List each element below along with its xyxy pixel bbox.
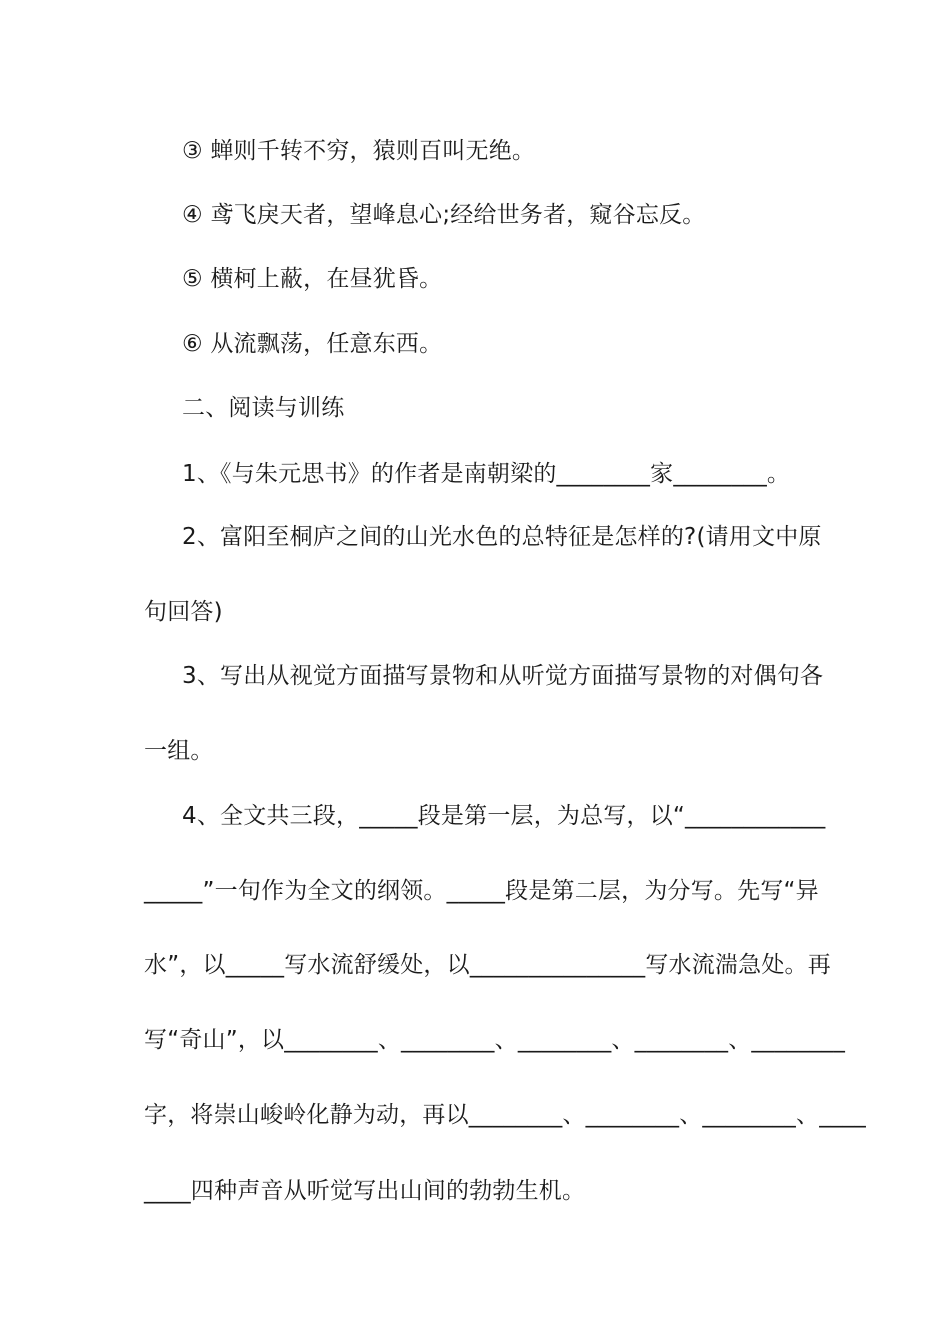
question-1: 1、《与朱元思书》的作者是南朝梁的________家________。 (182, 461, 791, 487)
quote-line-6: ⑥ 从流飘荡，任意东西。 (182, 331, 443, 357)
quote-line-3: ③ 蝉则千转不穷，猿则百叫无绝。 (182, 138, 536, 164)
question-3-line-1: 3、写出从视觉方面描写景物和从听觉方面描写景物的对偶句各 (182, 663, 824, 689)
question-4-line-4: 写“奇山”，以________、________、________、________、________ (144, 1027, 846, 1053)
question-4-line-1: 4、全文共三段，_____段是第一层，为总写，以“____________ (182, 803, 826, 829)
question-4-line-3: 水”，以_____写水流舒缓处，以_______________写水流湍急处。再 (144, 952, 831, 978)
question-2-line-1: 2、富阳至桐庐之间的山光水色的总特征是怎样的?(请用文中原 (182, 524, 822, 550)
quote-line-4: ④ 鸢飞戾天者，望峰息心;经给世务者，窥谷忘反。 (182, 202, 706, 228)
question-2-line-2: 句回答) (144, 599, 223, 625)
quote-line-5: ⑤ 横柯上蔽，在昼犹昏。 (182, 266, 443, 292)
question-4-line-2: _____”一句作为全文的纲领。_____段是第二层，为分写。先写“异 (144, 878, 819, 904)
question-4-line-5: 字，将崇山峻岭化静为动，再以________、________、________、____ (144, 1102, 866, 1128)
section-heading: 二、阅读与训练 (182, 395, 345, 421)
question-4-line-6: ____四种声音从听觉写出山间的勃勃生机。 (144, 1178, 586, 1204)
question-3-line-2: 一组。 (144, 738, 214, 764)
